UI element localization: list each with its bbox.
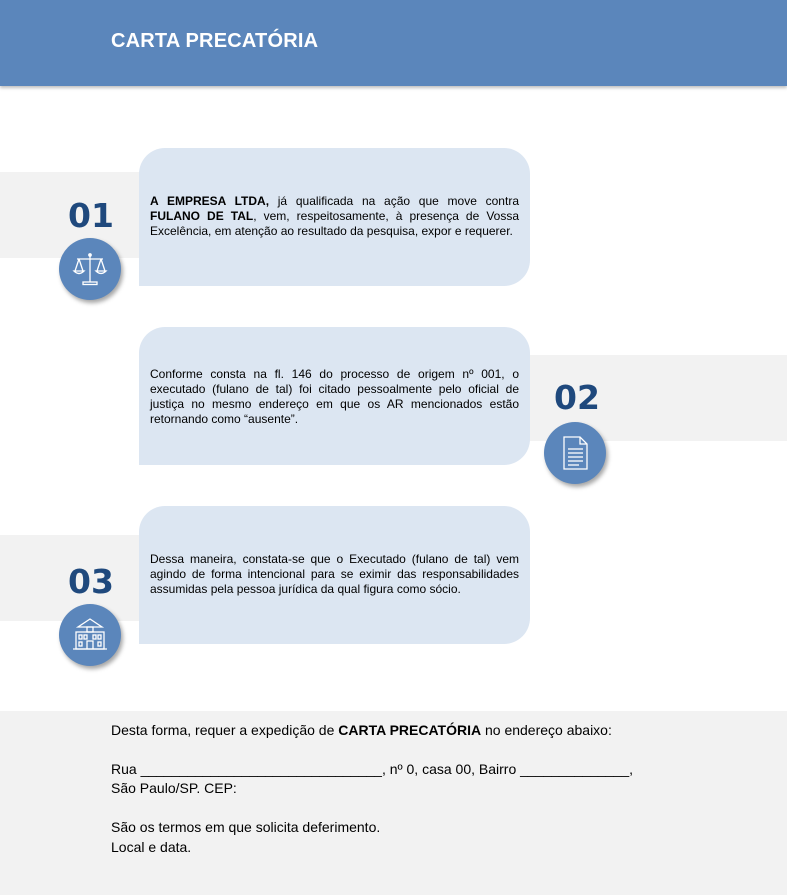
step-1-number: 01 — [68, 196, 114, 235]
step-2-text: Conforme consta na fl. 146 do processo de origem nº 001, o executado (fulano de tal) foi citado pessoalmente pelo oficial de justiça no mesmo endereço em que os AR mencionados estão retornando como “ausente”. — [150, 367, 519, 426]
place-date-line: Local e data. — [111, 839, 192, 855]
closing-line: São os termos em que solicita deferimento. — [111, 819, 381, 835]
building-icon — [70, 615, 110, 655]
step-2-circle — [544, 422, 606, 484]
address-line-1: Rua _______________________________, nº 0, casa 00, Bairro ______________, — [111, 761, 634, 777]
address-line-2: São Paulo/SP. CEP: — [111, 780, 237, 796]
page-title: CARTA PRECATÓRIA — [111, 30, 319, 52]
scales-icon — [70, 249, 110, 289]
step-3-circle — [59, 604, 121, 666]
step-1-text: A EMPRESA LTDA, já qualificada na ação que move contra FULANO DE TAL, vem, respeitosamente, à presença de Vossa Excelência, em atenção ao resultado da pesquisa, expor e requerer. — [150, 194, 520, 238]
step-3-text: Dessa maneira, constata-se que o Executado (fulano de tal) vem agindo de forma intencional para se eximir das responsabilidades assumidas pela pessoa jurídica da qual figura como sócio. — [150, 552, 519, 596]
step-2-card — [139, 327, 530, 465]
document-icon — [555, 433, 595, 473]
step-3-card — [139, 506, 530, 644]
step-1-card — [139, 148, 530, 286]
step-3-number: 03 — [68, 562, 114, 601]
step-2-number: 02 — [554, 378, 600, 417]
request-line: Desta forma, requer a expedição de CARTA PRECATÓRIA no endereço abaixo: — [111, 722, 612, 738]
header-bar — [0, 0, 787, 86]
step-1-circle — [59, 238, 121, 300]
